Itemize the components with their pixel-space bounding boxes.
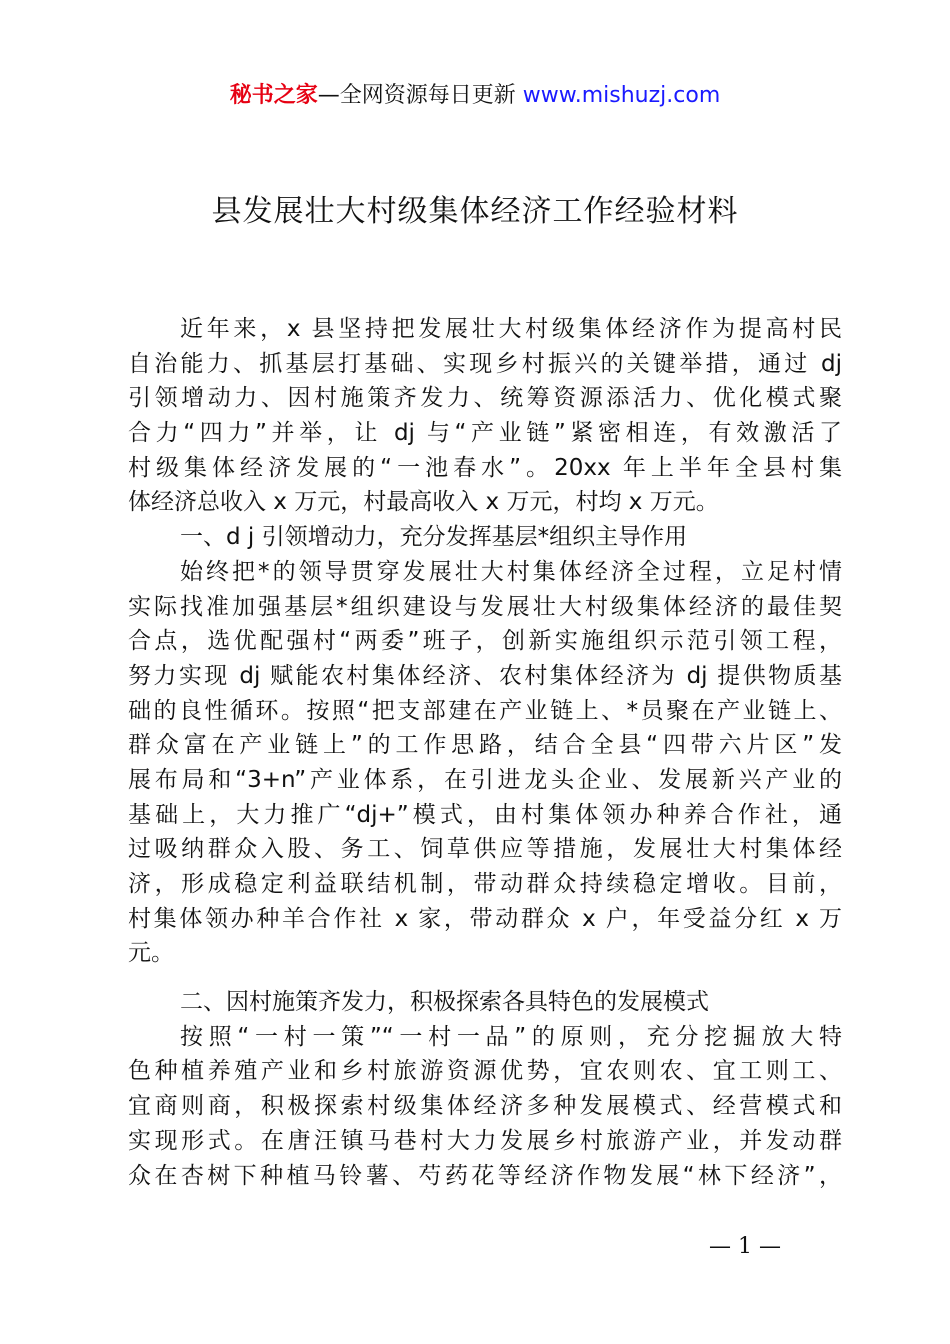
paragraph-line: 自治能力、抓基层打基础、实现乡村振兴的关键举措，通过 dj: [128, 350, 842, 377]
document-title: 县发展壮大村级集体经济工作经验材料: [211, 194, 739, 229]
paragraph-line: 村集体领办种羊合作社 x 家，带动群众 x 户，年受益分红 x 万: [128, 905, 842, 932]
paragraph-line: 近年来，x 县坚持把发展壮大村级集体经济作为提高村民: [180, 316, 842, 342]
paragraph-line: 实现形式。在唐汪镇马巷村大力发展乡村旅游产业，并发动群: [128, 1127, 842, 1154]
site-url-link[interactable]: www.mishuzj.com: [522, 83, 721, 108]
paragraph-line: 努力实现 dj 赋能农村集体经济、农村集体经济为 dj 提供物质基: [128, 662, 842, 689]
paragraph-line: 合点，选优配强村“两委”班子，创新实施组织示范引领工程，: [128, 628, 842, 655]
paragraph-line: 合力“四力”并举，让 dj 与“产业链”紧密相连，有效激活了: [128, 420, 842, 447]
paragraph-line: 引领增动力、因村施策齐发力、统筹资源添活力、优化模式聚: [128, 385, 842, 412]
paragraph-line: 元。: [128, 940, 174, 967]
paragraph-line: 村级集体经济发展的“一池春水”。20xx 年上半年全县村集: [128, 454, 842, 481]
paragraph-line: 众在杏树下种植马铃薯、芍药花等经济作物发展“林下经济”，: [128, 1162, 842, 1189]
paragraph-line: 展布局和“3+n”产业体系，在引进龙头企业、发展新兴产业的: [128, 766, 842, 793]
banner-slogan: —全网资源每日更新: [317, 83, 523, 108]
page-number: — 1 —: [709, 1234, 781, 1259]
paragraph-line: 过吸纳群众入股、务工、饲草供应等措施，发展壮大村集体经: [128, 836, 842, 863]
document-body: [128, 312, 842, 1193]
section-heading: 二、因村施策齐发力，积极探索各具特色的发展模式: [180, 989, 709, 1016]
paragraph-line: 宜商则商，积极探索村级集体经济多种发展模式、经营模式和: [128, 1093, 842, 1120]
paragraph-line: 基础上，大力推广“dj+”模式，由村集体领办种养合作社，通: [128, 801, 842, 828]
paragraph-line: 实际找准加强基层*组织建设与发展壮大村级集体经济的最佳契: [128, 593, 842, 620]
paragraph-line: 群众富在产业链上”的工作思路，结合全县“四带六片区”发: [128, 732, 842, 759]
paragraph-line: 础的良性循环。按照“把支部建在产业链上、*员聚在产业链上、: [128, 697, 842, 724]
site-banner: [0, 80, 950, 112]
paragraph-line: 按照“一村一策”“一村一品”的原则，充分挖掘放大特: [180, 1023, 842, 1050]
section-heading: 一、d j 引领增动力，充分发挥基层*组织主导作用: [180, 524, 688, 551]
paragraph-line: 色种植养殖产业和乡村旅游资源优势，宜农则农、宜工则工、: [128, 1058, 842, 1085]
brand-name: 秘书之家: [229, 83, 318, 108]
paragraph-line: 体经济总收入 x 万元，村最高收入 x 万元，村均 x 万元。: [128, 489, 719, 516]
paragraph-line: 济，形成稳定利益联结机制，带动群众持续稳定增收。目前，: [128, 871, 842, 897]
paragraph-line: 始终把*的领导贯穿发展壮大村集体经济全过程，立足村情: [180, 558, 842, 585]
